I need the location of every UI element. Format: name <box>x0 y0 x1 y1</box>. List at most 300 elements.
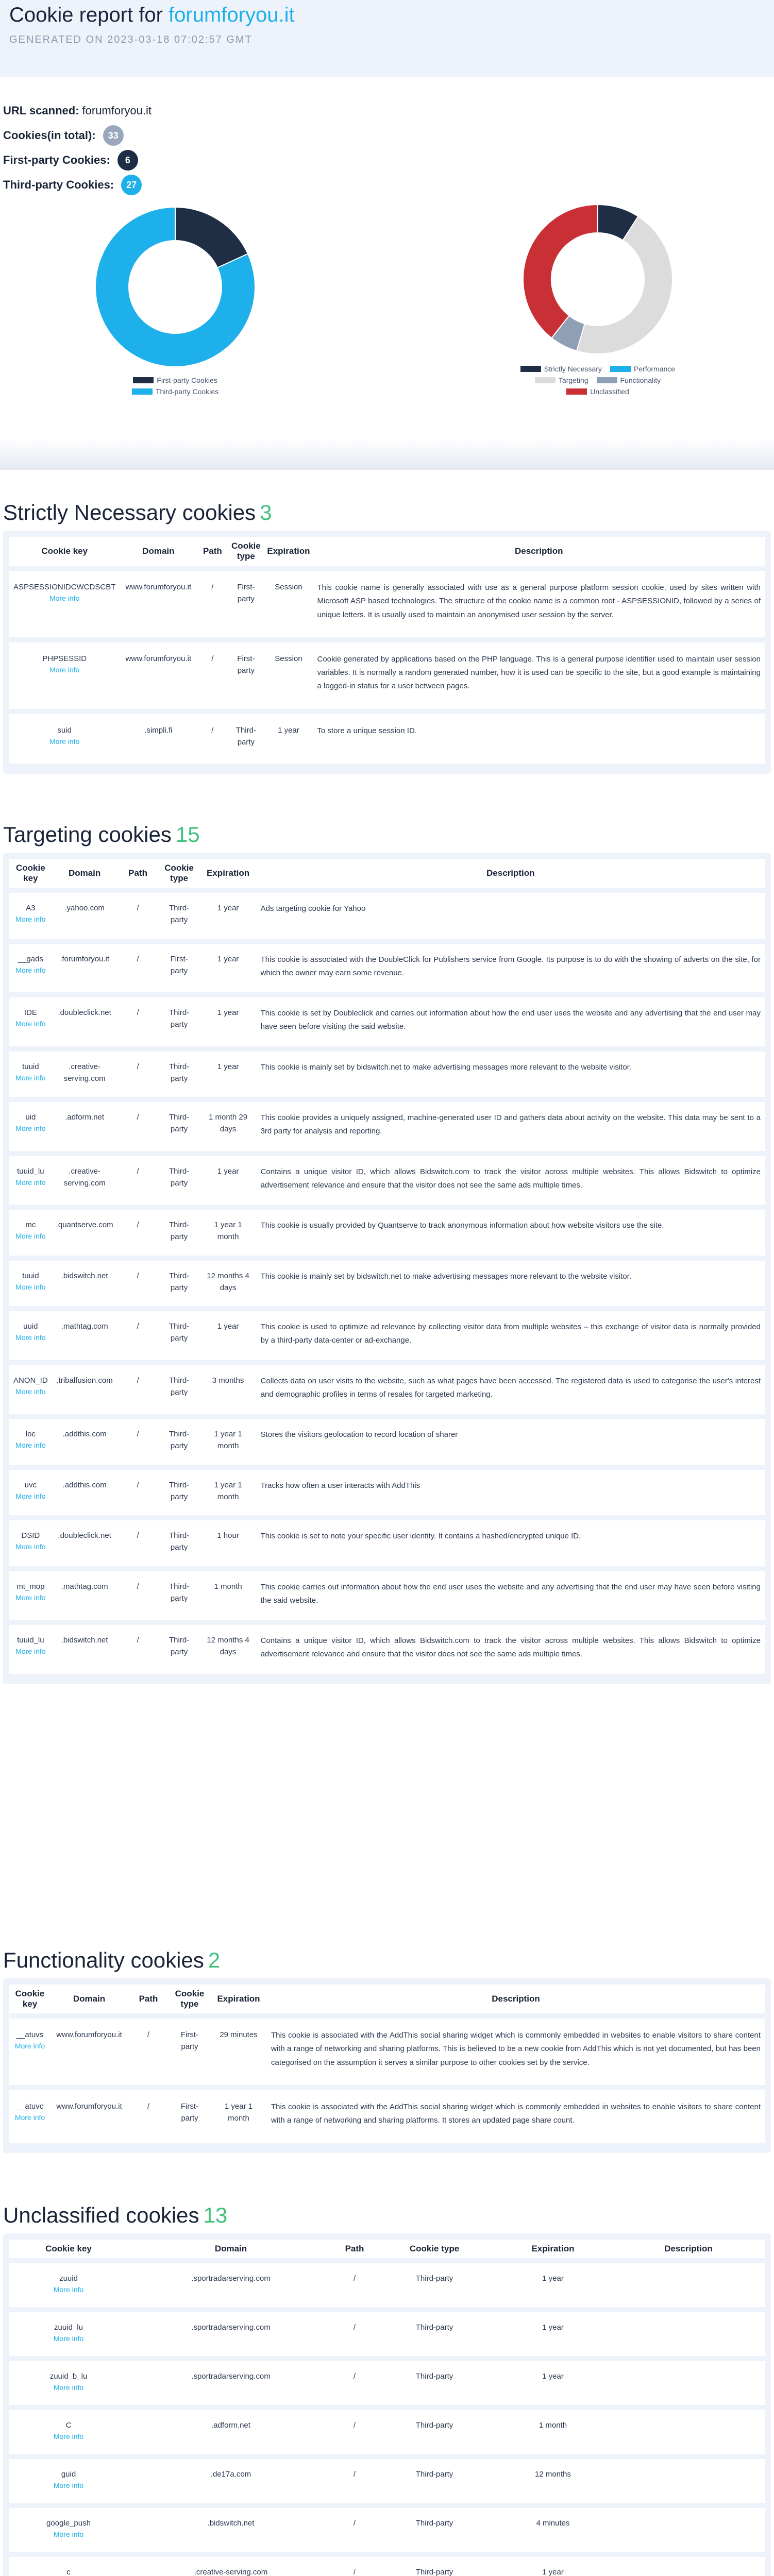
description-cell: This cookie is used to optimize ad relevance by collecting visitor data from multiple websites – this exchange of visitor data is normally provided by a third-party data-center or ad-exchange. <box>257 1309 765 1363</box>
section-title-text: Strictly Necessary cookies <box>3 500 256 524</box>
expiration-cell: 12 months 4 days <box>200 1622 257 1676</box>
more-info-link[interactable]: More info <box>15 1647 46 1656</box>
legend-label: First-party Cookies <box>157 376 217 384</box>
cookie-type-cell: Third-party <box>159 1207 200 1258</box>
description-cell: Tracks how often a user interacts with AddThis <box>257 1467 765 1518</box>
domain-cell: .adform.net <box>52 1099 117 1154</box>
domain-cell: .tribalfusion.com <box>52 1363 117 1417</box>
path-cell: / <box>117 1416 159 1467</box>
section-count: 15 <box>175 822 200 846</box>
section-title <box>3 1942 771 1978</box>
cookie-key: tuuid <box>22 1271 39 1280</box>
cookie-key-cell <box>9 2505 128 2554</box>
cookie-type-cell: Third-party <box>375 2554 494 2576</box>
stat-url <box>3 103 771 118</box>
col-domain: Domain <box>52 859 117 890</box>
cookie-key: c <box>66 2567 71 2576</box>
table-row <box>9 2505 765 2554</box>
cookie-key-cell <box>9 1258 52 1309</box>
stat-total-label: Cookies(in total): <box>3 129 96 142</box>
cookie-key-cell <box>9 711 120 767</box>
col-description: Description <box>267 1985 765 2016</box>
description-cell: Cookie generated by applications based on the PHP language. This is a general purpose identifier used to maintain user session variables. It is normally a random generated number, how it is used can be specific to the site, but a good example is maintaining a logged-in status for a user between pages. <box>313 640 765 711</box>
cookie-key-cell <box>9 1099 52 1154</box>
cookie-table <box>9 537 765 769</box>
col-description: Description <box>612 2240 765 2261</box>
expiration-cell: 12 months 4 days <box>200 1258 257 1309</box>
cookie-key: zuuid <box>59 2274 78 2283</box>
section-count: 2 <box>208 1948 221 1972</box>
cookie-key-cell <box>9 2359 128 2408</box>
cookie-key-cell <box>9 1518 52 1569</box>
more-info-link[interactable]: More info <box>49 594 80 603</box>
table-row <box>9 1049 765 1100</box>
path-cell: / <box>117 1099 159 1154</box>
expiration-cell: 1 year <box>200 1049 257 1100</box>
domain-cell: .sportradarserving.com <box>128 2359 334 2408</box>
more-info-link[interactable]: More info <box>53 2530 84 2538</box>
cookie-type-cell: Third-party <box>159 1416 200 1467</box>
table-row <box>9 2016 765 2088</box>
more-info-link[interactable]: More info <box>15 1178 46 1187</box>
scanned-site: forumforyou.it <box>169 4 295 26</box>
col-expiration: Expiration <box>494 2240 612 2261</box>
category-legend <box>495 365 701 396</box>
legend-label: Targeting <box>558 376 588 384</box>
expiration-cell: 1 year 1 month <box>200 1467 257 1518</box>
legend-label: Unclassified <box>590 387 629 396</box>
more-info-link[interactable]: More info <box>15 1282 46 1291</box>
table-row <box>9 711 765 767</box>
domain-cell: www.forumforyou.it <box>51 2016 128 2088</box>
cookie-key: loc <box>25 1430 36 1438</box>
table-container <box>3 1978 771 2153</box>
section-title-text: Functionality cookies <box>3 1948 204 1972</box>
table-row <box>9 1416 765 1467</box>
cookie-key: guid <box>61 2469 76 2479</box>
cookie-key-cell <box>9 2554 128 2576</box>
legend-label: Strictly Necessary <box>544 365 602 373</box>
section-strictly-necessary <box>3 495 771 774</box>
domain-cell: .bidswitch.net <box>52 1258 117 1309</box>
domain-cell: .creative-serving.com <box>128 2554 334 2576</box>
cookie-key: google_push <box>46 2518 91 2528</box>
expiration-cell: 1 year <box>494 2554 612 2576</box>
table-row <box>9 995 765 1049</box>
more-info-link[interactable]: More info <box>53 2383 84 2392</box>
expiration-cell: 1 year 1 month <box>210 2088 267 2146</box>
path-cell: / <box>128 2016 169 2088</box>
cookie-type-cell: Third-party <box>159 1309 200 1363</box>
party-legend <box>90 376 260 396</box>
domain-cell: .forumforyou.it <box>52 941 117 995</box>
cookie-key-cell <box>9 2016 51 2088</box>
table-body <box>9 568 765 766</box>
cookie-key: tuuid <box>22 1062 39 1071</box>
more-info-link[interactable]: More info <box>15 915 46 924</box>
table-row <box>9 1309 765 1363</box>
more-info-link[interactable]: More info <box>15 965 46 974</box>
legend-item[interactable] <box>610 365 675 373</box>
domain-cell: .addthis.com <box>52 1467 117 1518</box>
more-info-link[interactable]: More info <box>14 2042 45 2050</box>
stat-third-party <box>3 177 771 193</box>
cookie-type-cell: Third-party <box>159 995 200 1049</box>
more-info-link[interactable]: More info <box>49 666 80 674</box>
legend-label: Performance <box>633 365 676 373</box>
stat-url-label: URL scanned: <box>3 104 79 117</box>
expiration-cell: 29 minutes <box>210 2016 267 2088</box>
col-cookie-type: Cookie type <box>169 1985 210 2016</box>
more-info-link[interactable]: More info <box>15 1232 46 1241</box>
col-cookie-key: Cookie key <box>9 1985 51 2016</box>
legend-swatch <box>566 388 587 395</box>
domain-cell: .creative-serving.com <box>52 1154 117 1208</box>
expiration-cell: 1 year <box>494 2310 612 2359</box>
col-path: Path <box>117 859 159 890</box>
description-cell: This cookie carries out information about how the end user uses the website and any advertising that the end user may have seen before visiting the said website. <box>257 1569 765 1623</box>
domain-cell: .doubleclick.net <box>52 995 117 1049</box>
table-row <box>9 2261 765 2310</box>
cookie-key: uuid <box>23 1322 38 1331</box>
expiration-cell: 1 year <box>200 995 257 1049</box>
path-cell: / <box>117 1622 159 1676</box>
more-info-link[interactable]: More info <box>53 2285 84 2294</box>
legend-item[interactable] <box>535 376 588 384</box>
cookie-key-cell <box>9 941 52 995</box>
generated-timestamp: GENERATED ON 2023-03-18 07:02:57 GMT <box>9 34 253 45</box>
report-title <box>9 3 765 27</box>
path-cell: / <box>117 890 159 941</box>
domain-cell: .de17a.com <box>128 2456 334 2505</box>
col-path: Path <box>334 2240 375 2261</box>
cookie-type-cell: First-party <box>159 941 200 995</box>
table-container <box>3 531 771 774</box>
section-title-text: Unclassified cookies <box>3 2203 199 2227</box>
table-row <box>9 1099 765 1154</box>
legend-item[interactable] <box>132 387 218 396</box>
cookie-key: mt_mop <box>16 1582 45 1591</box>
description-cell: This cookie is associated with the AddThis social sharing widget which is commonly embedded in websites to enable visitors to share content with a range of networking and sharing platforms. This is believed to be a new cookie from AddThis which is not yet documented, but has been categorised on the assumption it serves a similar purpose to other cookies set by the service. <box>267 2016 765 2088</box>
cookie-key: A3 <box>26 904 36 912</box>
cookie-type-cell: First-party <box>169 2088 210 2146</box>
description-cell: This cookie is set to note your specific user identity. It contains a hashed/encrypted unique ID. <box>257 1518 765 1569</box>
party-chart <box>90 202 260 396</box>
legend-item[interactable] <box>133 376 217 384</box>
section-count: 13 <box>203 2203 228 2227</box>
table-row <box>9 1154 765 1208</box>
cookie-key: zuuid_lu <box>54 2323 83 2332</box>
stat-first-badge: 6 <box>117 150 138 171</box>
stat-first-label: First-party Cookies: <box>3 154 110 166</box>
path-cell: / <box>334 2408 375 2456</box>
expiration-cell: 1 year <box>264 711 313 767</box>
domain-cell: .sportradarserving.com <box>128 2261 334 2310</box>
more-info-link[interactable]: More info <box>15 1593 46 1602</box>
description-cell <box>612 2505 765 2554</box>
legend-item[interactable] <box>520 365 602 373</box>
cookie-key-cell <box>9 1309 52 1363</box>
col-description: Description <box>257 859 765 890</box>
stat-total <box>3 128 771 143</box>
path-cell: / <box>197 568 228 640</box>
cookie-key: ASPSESSIONIDCWCDSCBT <box>13 583 116 591</box>
col-domain: Domain <box>120 537 197 568</box>
col-cookie-key: Cookie key <box>9 2240 128 2261</box>
table-row <box>9 1207 765 1258</box>
more-info-link[interactable]: More info <box>15 1333 46 1342</box>
table-row <box>9 1622 765 1676</box>
description-cell: This cookie name is generally associated with use as a general purpose platform session cookie, used by sites written with Microsoft ASP based technologies. The structure of the cookie name is a common root - ASPSESSIONID, followed by a series of unique letters. It is usually used to maintain an anonymised user session by the server. <box>313 568 765 640</box>
table-header-row <box>9 859 765 890</box>
path-cell: / <box>334 2310 375 2359</box>
section-title <box>3 817 771 853</box>
cookie-key: __atuvc <box>16 2102 44 2111</box>
col-description: Description <box>313 537 765 568</box>
expiration-cell: 3 months <box>200 1363 257 1417</box>
title-prefix: Cookie report for <box>9 4 169 26</box>
description-cell <box>612 2261 765 2310</box>
legend-label: Functionality <box>620 376 661 384</box>
table-row <box>9 941 765 995</box>
cookie-key-cell <box>9 2408 128 2456</box>
path-cell: / <box>334 2261 375 2310</box>
more-info-link[interactable]: More info <box>53 2432 84 2441</box>
table-row <box>9 568 765 640</box>
cookie-type-cell: Third-party <box>159 1569 200 1623</box>
more-info-link[interactable]: More info <box>15 1124 46 1133</box>
table-body <box>9 2016 765 2145</box>
cookie-table <box>9 2240 765 2576</box>
section-count: 3 <box>260 500 272 524</box>
more-info-link[interactable]: More info <box>15 1020 46 1028</box>
expiration-cell: 1 year <box>494 2359 612 2408</box>
expiration-cell: Session <box>264 568 313 640</box>
col-cookie-key: Cookie key <box>9 537 120 568</box>
slice-targeting <box>577 216 672 354</box>
table-row <box>9 2408 765 2456</box>
table-row <box>9 1258 765 1309</box>
cookie-key-cell <box>9 1049 52 1100</box>
legend-swatch <box>535 377 556 383</box>
description-cell: This cookie is mainly set by bidswitch.net to make advertising messages more relevant to the website visitor. <box>257 1049 765 1100</box>
description-cell: This cookie is set by Doubleclick and carries out information about how the end user uses the website and any advertising that the end user may have seen before visiting the said website. <box>257 995 765 1049</box>
category-donut <box>495 202 701 362</box>
description-cell <box>612 2554 765 2576</box>
expiration-cell: Session <box>264 640 313 711</box>
domain-cell: .mathtag.com <box>52 1569 117 1623</box>
path-cell: / <box>117 1309 159 1363</box>
domain-cell: .mathtag.com <box>52 1309 117 1363</box>
domain-cell: .sportradarserving.com <box>128 2310 334 2359</box>
col-expiration: Expiration <box>264 537 313 568</box>
cookie-key: suid <box>57 725 72 735</box>
description-cell <box>612 2310 765 2359</box>
cookie-key-cell <box>9 2456 128 2505</box>
section-title <box>3 495 771 531</box>
description-cell: Contains a unique visitor ID, which allows Bidswitch.com to track the visitor across multiple websites. This allows Bidswitch to optimize advertisement relevance and ensure that the visitor does not see the same ads multiple times. <box>257 1154 765 1208</box>
cookie-key-cell <box>9 2310 128 2359</box>
table-header-row <box>9 537 765 568</box>
domain-cell: .doubleclick.net <box>52 1518 117 1569</box>
table-body <box>9 2261 765 2576</box>
description-cell: Stores the visitors geolocation to record location of sharer <box>257 1416 765 1467</box>
expiration-cell: 4 minutes <box>494 2505 612 2554</box>
domain-cell: .quantserve.com <box>52 1207 117 1258</box>
path-cell: / <box>117 1154 159 1208</box>
legend-swatch <box>133 377 154 383</box>
description-cell <box>612 2408 765 2456</box>
stat-third-label: Third-party Cookies: <box>3 178 114 191</box>
path-cell: / <box>117 1258 159 1309</box>
more-info-link[interactable]: More info <box>15 1073 46 1082</box>
col-domain: Domain <box>51 1985 128 2016</box>
domain-cell: .bidswitch.net <box>128 2505 334 2554</box>
col-cookie-type: Cookie type <box>375 2240 494 2261</box>
description-cell <box>612 2359 765 2408</box>
cookie-table <box>9 859 765 1679</box>
table-row <box>9 2456 765 2505</box>
domain-cell: .simpli.fi <box>120 711 197 767</box>
cookie-key-cell <box>9 1207 52 1258</box>
description-cell: This cookie is usually provided by Quantserve to track anonymous information about how website visitors use the site. <box>257 1207 765 1258</box>
expiration-cell: 1 year <box>200 890 257 941</box>
more-info-link[interactable]: More info <box>15 1441 46 1450</box>
domain-cell: www.forumforyou.it <box>51 2088 128 2146</box>
path-cell: / <box>117 1363 159 1417</box>
table-row <box>9 2310 765 2359</box>
cookie-key-cell <box>9 640 120 711</box>
more-info-link[interactable]: More info <box>15 1387 46 1396</box>
path-cell: / <box>117 1518 159 1569</box>
more-info-link[interactable]: More info <box>53 2481 84 2489</box>
more-info-link[interactable]: More info <box>14 2113 45 2122</box>
slice-unclassified <box>523 205 598 338</box>
more-info-link[interactable]: More info <box>15 1543 46 1551</box>
path-cell: / <box>117 1049 159 1100</box>
cookie-key: IDE <box>24 1008 37 1017</box>
cookie-key-cell <box>9 1416 52 1467</box>
cookie-key: C <box>65 2420 72 2430</box>
section-title-text: Targeting cookies <box>3 822 172 846</box>
report-header <box>0 0 774 77</box>
more-info-link[interactable]: More info <box>53 2334 84 2343</box>
section-unclassified <box>3 2197 771 2576</box>
cookie-key-cell <box>9 1622 52 1676</box>
cookie-type-cell: Third-party <box>159 1467 200 1518</box>
path-cell: / <box>334 2505 375 2554</box>
cookie-type-cell: First-party <box>228 568 264 640</box>
table-container <box>3 853 771 1684</box>
section-title <box>3 2197 771 2233</box>
cookie-type-cell: Third-party <box>159 1518 200 1569</box>
more-info-link[interactable]: More info <box>15 1492 46 1500</box>
table-header-row <box>9 1985 765 2016</box>
cookie-key-cell <box>9 568 120 640</box>
expiration-cell: 12 months <box>494 2456 612 2505</box>
stat-url-value: forumforyou.it <box>82 104 152 117</box>
stat-third-badge: 27 <box>121 175 142 195</box>
cookie-type-cell: First-party <box>228 640 264 711</box>
description-cell: This cookie is mainly set by bidswitch.net to make advertising messages more relevant to the website visitor. <box>257 1258 765 1309</box>
cookie-type-cell: Third-party <box>159 1049 200 1100</box>
cookie-type-cell: Third-party <box>159 1099 200 1154</box>
cookie-type-cell: Third-party <box>375 2456 494 2505</box>
legend-item[interactable] <box>566 387 629 396</box>
charts-area <box>0 202 774 418</box>
domain-cell: www.forumforyou.it <box>120 568 197 640</box>
table-row <box>9 2088 765 2146</box>
cookie-type-cell: First-party <box>169 2016 210 2088</box>
col-cookie-type: Cookie type <box>228 537 264 568</box>
cookie-key: zuuid_b_lu <box>49 2371 88 2381</box>
expiration-cell: 1 year 1 month <box>200 1207 257 1258</box>
party-donut <box>90 202 260 372</box>
table-container <box>3 2233 771 2576</box>
domain-cell: .yahoo.com <box>52 890 117 941</box>
cookie-key: PHPSESSID <box>42 654 87 663</box>
legend-label: Third-party Cookies <box>155 387 219 396</box>
stat-first-party <box>3 152 771 168</box>
cookie-type-cell: Third-party <box>228 711 264 767</box>
domain-cell: .creative-serving.com <box>52 1049 117 1100</box>
path-cell: / <box>117 1569 159 1623</box>
expiration-cell: 1 year <box>200 1309 257 1363</box>
col-path: Path <box>128 1985 169 2016</box>
table-row <box>9 1467 765 1518</box>
path-cell: / <box>117 941 159 995</box>
col-expiration: Expiration <box>200 859 257 890</box>
cookie-key: tuuid_lu <box>17 1636 44 1645</box>
cookie-key: tuuid_lu <box>17 1166 44 1176</box>
expiration-cell: 1 month 29 days <box>200 1099 257 1154</box>
expiration-cell: 1 hour <box>200 1518 257 1569</box>
path-cell: / <box>197 640 228 711</box>
expiration-cell: 1 month <box>494 2408 612 2456</box>
legend-swatch <box>610 366 631 372</box>
table-row <box>9 2554 765 2576</box>
description-cell: This cookie is associated with the AddThis social sharing widget which is commonly embedded in websites to enable visitors to share content with a range of networking and sharing platforms. It stores an updated page share count. <box>267 2088 765 2146</box>
table-row <box>9 2359 765 2408</box>
description-cell <box>612 2456 765 2505</box>
section-targeting <box>3 817 771 1684</box>
legend-item[interactable] <box>597 376 661 384</box>
expiration-cell: 1 year <box>200 941 257 995</box>
expiration-cell: 1 year <box>200 1154 257 1208</box>
description-cell: Ads targeting cookie for Yahoo <box>257 890 765 941</box>
cookie-key-cell <box>9 1363 52 1417</box>
stat-total-badge: 33 <box>103 125 124 146</box>
more-info-link[interactable]: More info <box>49 737 80 745</box>
cookie-type-cell: Third-party <box>375 2359 494 2408</box>
cookie-key-cell <box>9 995 52 1049</box>
domain-cell: .adform.net <box>128 2408 334 2456</box>
cookie-type-cell: Third-party <box>375 2505 494 2554</box>
stats-panel <box>0 77 774 193</box>
cookie-type-cell: Third-party <box>375 2408 494 2456</box>
domain-cell: .addthis.com <box>52 1416 117 1467</box>
table-row <box>9 1518 765 1569</box>
col-cookie-type: Cookie type <box>159 859 200 890</box>
domain-cell: www.forumforyou.it <box>120 640 197 711</box>
cookie-type-cell: Third-party <box>159 1258 200 1309</box>
cookie-key: __gads <box>18 954 43 963</box>
cookie-type-cell: Third-party <box>159 1154 200 1208</box>
legend-swatch <box>520 366 541 372</box>
col-path: Path <box>197 537 228 568</box>
path-cell: / <box>128 2088 169 2146</box>
legend-swatch <box>597 377 617 383</box>
